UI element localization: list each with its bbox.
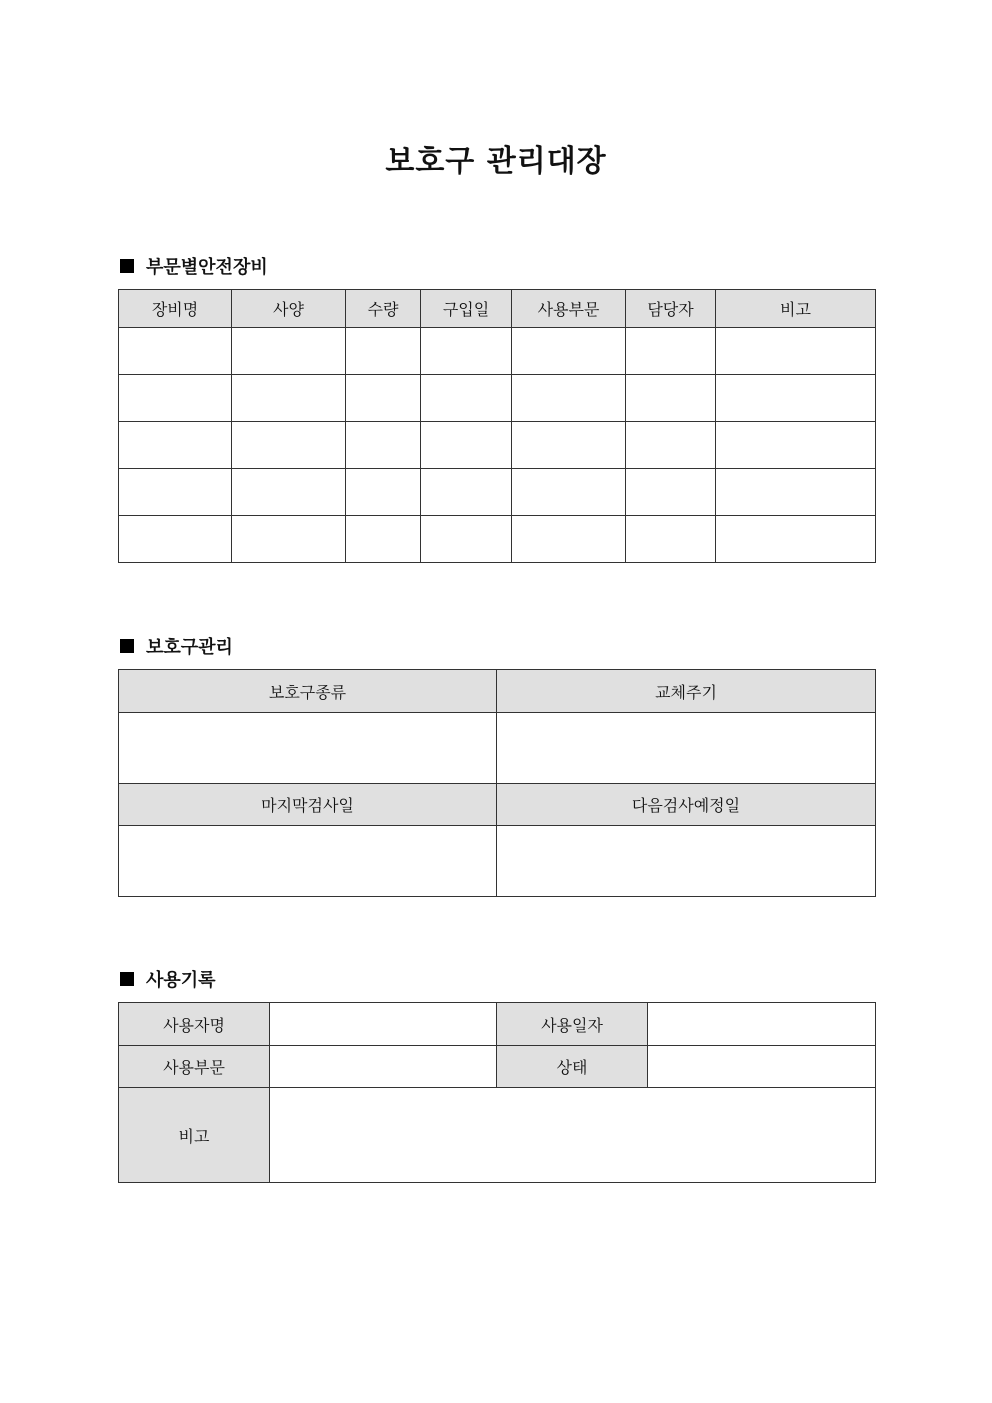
table-cell[interactable] [346, 328, 421, 375]
header-purchase-date: 구입일 [421, 290, 512, 328]
table-cell[interactable] [421, 516, 512, 563]
inspection-header-row [119, 784, 876, 826]
table-cell[interactable] [421, 469, 512, 516]
table-cell[interactable] [512, 469, 626, 516]
table-cell[interactable] [512, 516, 626, 563]
section-equipment-title [120, 253, 268, 279]
table-row [119, 826, 876, 897]
table-row [119, 1003, 876, 1046]
header-manager: 담당자 [626, 290, 716, 328]
table-row [119, 422, 876, 469]
table-cell[interactable] [626, 422, 716, 469]
replacement-cycle-field[interactable] [497, 713, 876, 784]
use-date-field[interactable] [648, 1003, 876, 1046]
status-field[interactable] [648, 1046, 876, 1088]
table-cell[interactable] [716, 375, 876, 422]
table-cell[interactable] [716, 328, 876, 375]
usage-table [118, 1002, 876, 1183]
table-row [119, 516, 876, 563]
table-cell[interactable] [119, 375, 232, 422]
square-bullet-icon [120, 639, 134, 653]
table-cell[interactable] [716, 422, 876, 469]
table-cell[interactable] [716, 516, 876, 563]
table-cell[interactable] [421, 375, 512, 422]
section-protective-label: 보호구관리 [146, 637, 233, 658]
square-bullet-icon [120, 259, 134, 273]
header-replacement-cycle: 교체주기 [497, 670, 876, 713]
header-remarks: 비고 [716, 290, 876, 328]
table-row [119, 469, 876, 516]
table-cell[interactable] [421, 328, 512, 375]
table-cell[interactable] [716, 469, 876, 516]
table-cell[interactable] [346, 375, 421, 422]
table-cell[interactable] [626, 328, 716, 375]
label-status: 상태 [497, 1046, 648, 1088]
equipment-table [118, 289, 876, 563]
label-use-date: 사용일자 [497, 1003, 648, 1046]
table-cell[interactable] [626, 375, 716, 422]
protective-type-field[interactable] [119, 713, 497, 784]
table-cell[interactable] [346, 422, 421, 469]
table-cell[interactable] [119, 422, 232, 469]
header-last-inspection: 마지막검사일 [119, 784, 497, 826]
table-cell[interactable] [346, 516, 421, 563]
label-user-name: 사용자명 [119, 1003, 270, 1046]
header-protective-type: 보호구종류 [119, 670, 497, 713]
table-cell[interactable] [346, 469, 421, 516]
table-cell[interactable] [421, 422, 512, 469]
table-row [119, 1046, 876, 1088]
table-row [119, 375, 876, 422]
table-cell[interactable] [232, 422, 346, 469]
table-cell[interactable] [512, 375, 626, 422]
section-equipment-label: 부문별안전장비 [146, 257, 268, 278]
label-department: 사용부문 [119, 1046, 270, 1088]
user-name-field[interactable] [270, 1003, 497, 1046]
page-title: 보호구 관리대장 [385, 144, 607, 179]
table-cell[interactable] [232, 328, 346, 375]
section-protective-title [120, 633, 233, 659]
table-cell[interactable] [232, 375, 346, 422]
header-department: 사용부문 [512, 290, 626, 328]
table-cell[interactable] [232, 516, 346, 563]
section-usage-label: 사용기록 [146, 970, 216, 991]
table-cell[interactable] [119, 516, 232, 563]
table-cell[interactable] [512, 328, 626, 375]
last-inspection-field[interactable] [119, 826, 497, 897]
square-bullet-icon [120, 972, 134, 986]
header-spec: 사양 [232, 290, 346, 328]
table-row [119, 328, 876, 375]
remarks-field[interactable] [270, 1088, 876, 1183]
protective-table [118, 669, 876, 897]
table-cell[interactable] [119, 469, 232, 516]
table-cell[interactable] [626, 516, 716, 563]
header-equipment-name: 장비명 [119, 290, 232, 328]
section-usage-title [120, 966, 216, 992]
table-row [119, 1088, 876, 1183]
header-next-inspection: 다음검사예정일 [497, 784, 876, 826]
table-cell[interactable] [119, 328, 232, 375]
table-cell[interactable] [512, 422, 626, 469]
equipment-header-row [119, 290, 876, 328]
next-inspection-field[interactable] [497, 826, 876, 897]
table-cell[interactable] [232, 469, 346, 516]
table-cell[interactable] [626, 469, 716, 516]
protective-header-row [119, 670, 876, 713]
table-row [119, 713, 876, 784]
header-quantity: 수량 [346, 290, 421, 328]
label-remarks: 비고 [119, 1088, 270, 1183]
department-field[interactable] [270, 1046, 497, 1088]
